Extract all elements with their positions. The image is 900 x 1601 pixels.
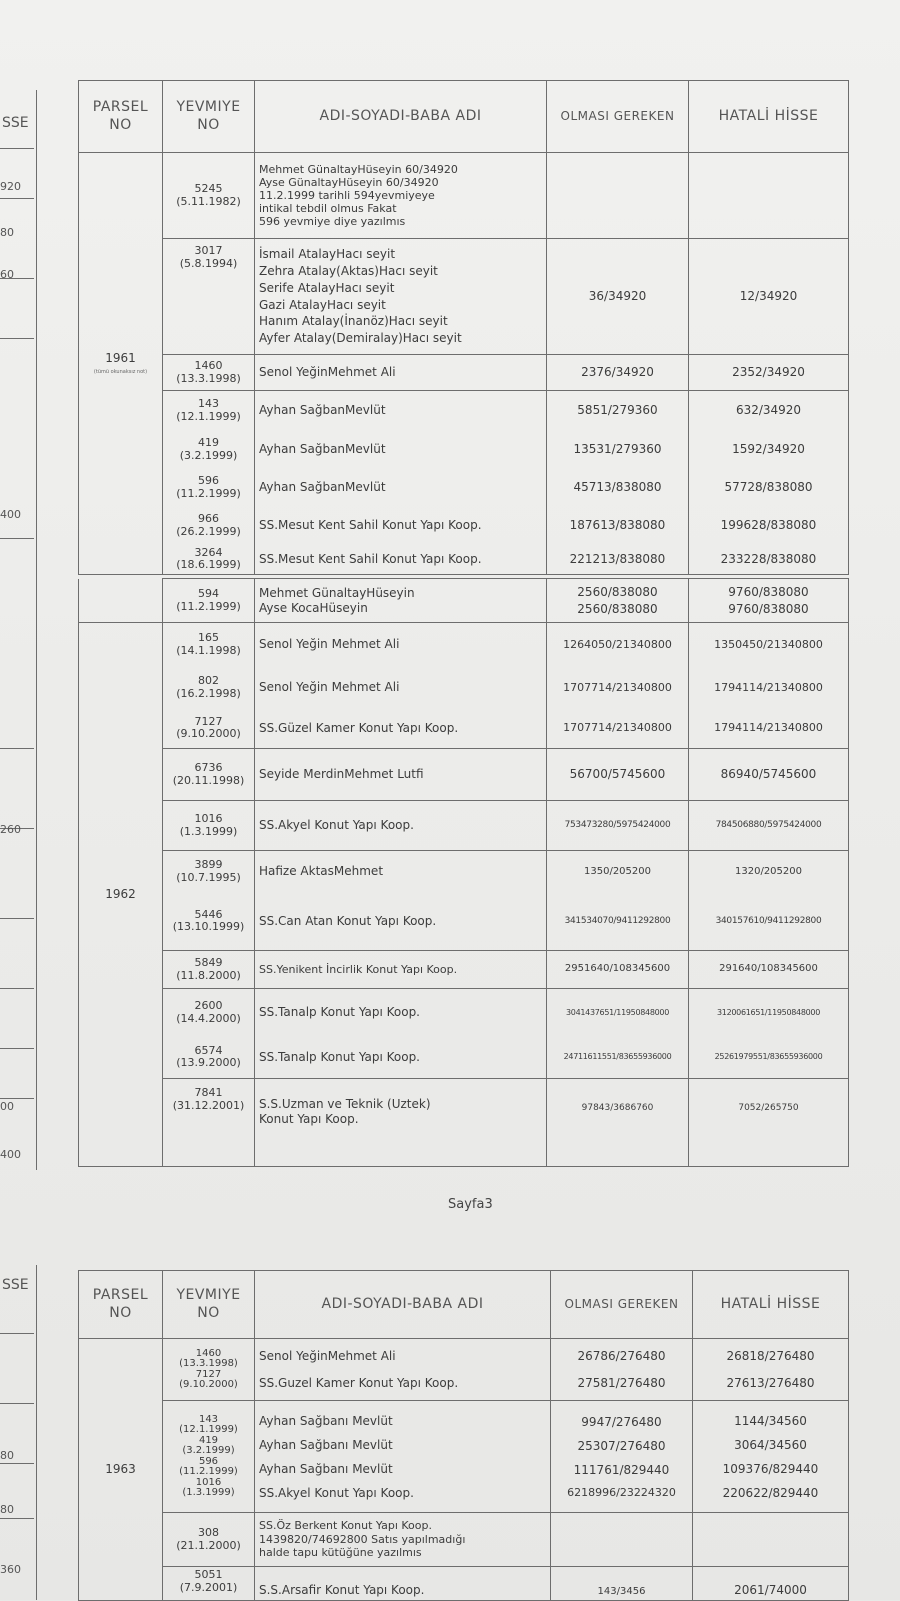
hatali-hisse-cell [693, 1339, 849, 1401]
yevmiye-number: 143 [198, 397, 219, 411]
olmasi-gereken-cell: 187613/838080 [547, 507, 689, 545]
table-row [79, 391, 849, 431]
yevmiye-number: 3899 [194, 858, 223, 872]
hatali-hisse-cell: 2352/34920 [689, 355, 849, 391]
strip-value: 80 [0, 1449, 14, 1462]
name-cell: Ayhan SağbanMevlüt [255, 431, 547, 469]
hatali-hisse-cell: 12/34920 [689, 239, 849, 355]
yevmiye-date: (13.10.1999) [172, 920, 245, 934]
strip-value: 400 [0, 508, 21, 521]
hatali-hisse-cell: 233228/838080 [689, 545, 849, 575]
yevmiye-cell [163, 1079, 255, 1167]
yevmiye-number: 7841 [194, 1086, 223, 1099]
yevmiye-number: 5849 [194, 955, 223, 969]
parsel-cell [79, 153, 163, 575]
yevmiye-date: (26.2.1999) [176, 524, 241, 538]
yevmiye-date: (3.2.1999) [182, 1445, 235, 1456]
name-line: S.S.Uzman ve Teknik (Uztek) [259, 1097, 431, 1111]
value-line: 3064/34560 [734, 1437, 807, 1452]
name-line: Mehmet GünaltayHüseyin 60/34920 [259, 162, 458, 176]
yevmiye-cell [163, 623, 255, 667]
name-cell: Ayhan SağbanMevlüt [255, 391, 547, 431]
col-header-olmasi-gereken: OLMASI GEREKEN [551, 1271, 693, 1339]
table-row [79, 623, 849, 667]
value-line: 1144/34560 [734, 1413, 807, 1428]
yevmiye-date: (20.11.1998) [172, 773, 245, 787]
yevmiye-date: (5.8.1994) [179, 256, 238, 270]
share-correction-table-1 [78, 80, 849, 575]
name-line: Ayse KocaHüseyin [259, 600, 368, 615]
yevmiye-cell [163, 851, 255, 893]
name-line: Gazi AtalayHacı seyit [259, 297, 386, 312]
yevmiye-cell [163, 1513, 255, 1567]
olmasi-gereken-cell [551, 1513, 693, 1567]
olmasi-gereken-cell [547, 153, 689, 239]
yevmiye-number: 596 [198, 473, 219, 487]
name-line: Ayse GünaltayHüseyin 60/34920 [259, 175, 439, 189]
parsel-cell [79, 623, 163, 1167]
col-header-name: ADI-SOYADI-BABA ADI [255, 1271, 551, 1339]
yevmiye-date: (13.3.1998) [176, 371, 241, 385]
value-line: 25307/276480 [577, 1438, 666, 1453]
yevmiye-number: 3264 [194, 545, 223, 559]
olmasi-gereken-cell: 5851/279360 [547, 391, 689, 431]
hatali-hisse-cell: 25261979551/83655936000 [689, 1037, 849, 1079]
name-cell [255, 579, 547, 623]
table-row [79, 1079, 849, 1167]
value-line: 26786/276480 [577, 1349, 666, 1364]
hatali-hisse-cell: 340157610/9411292800 [689, 893, 849, 951]
name-line: Ayhan Sağbanı Mevlüt [259, 1437, 393, 1452]
name-cell [255, 1401, 551, 1513]
table-row [79, 951, 849, 989]
strip-value: 360 [0, 1563, 21, 1576]
olmasi-gereken-cell [551, 1401, 693, 1513]
yevmiye-date: (31.12.2001) [172, 1098, 245, 1112]
olmasi-gereken-cell: 1350/205200 [547, 851, 689, 893]
table-row [79, 545, 849, 575]
olmasi-gereken-cell: 2376/34920 [547, 355, 689, 391]
name-cell [255, 1513, 551, 1567]
table-row [79, 1567, 849, 1601]
yevmiye-date: (7.9.2001) [179, 1580, 238, 1594]
name-cell: SS.Güzel Kamer Konut Yapı Koop. [255, 709, 547, 749]
yevmiye-number: 6736 [194, 760, 223, 774]
yevmiye-date: (14.1.1998) [176, 643, 241, 657]
hatali-hisse-cell [693, 1401, 849, 1513]
yevmiye-number: 7127 [194, 714, 223, 728]
yevmiye-number: 5446 [194, 907, 223, 921]
yevmiye-date: (18.6.1999) [176, 558, 241, 572]
strip-value: 80 [0, 226, 14, 239]
olmasi-gereken-cell: 2560/838080 2560/838080 [547, 579, 689, 623]
name-cell: SS.Yenikent İncirlik Konut Yapı Koop. [255, 951, 547, 989]
table-row [79, 153, 849, 239]
name-cell: Senol Yeğin Mehmet Ali [255, 623, 547, 667]
yevmiye-number: 7127 [195, 1368, 222, 1380]
page-number-footer: Sayfa3 [448, 1197, 493, 1212]
yevmiye-number: 802 [198, 673, 219, 687]
yevmiye-cell [163, 893, 255, 951]
olmasi-gereken-cell [551, 1339, 693, 1401]
olmasi-gereken-cell: 753473280/5975424000 [547, 801, 689, 851]
yevmiye-cell [163, 545, 255, 575]
yevmiye-cell [163, 1037, 255, 1079]
name-line: Ayhan Sağbanı Mevlüt [259, 1461, 393, 1476]
name-line: 11.2.1999 tarihli 594yevmiyeye [259, 188, 435, 202]
yevmiye-date: (9.10.2000) [176, 727, 241, 741]
olmasi-gereken-cell: 2951640/108345600 [547, 951, 689, 989]
table-row [79, 667, 849, 709]
parsel-cell [79, 1339, 163, 1601]
hatali-hisse-cell: 1794114/21340800 [689, 667, 849, 709]
strip-value: 260 [0, 823, 21, 836]
parsel-note: (tümü okunaksız not) [93, 369, 148, 376]
name-line: 596 yevmiye diye yazılmıs [259, 215, 406, 229]
name-cell: SS.Mesut Kent Sahil Konut Yapı Koop. [255, 545, 547, 575]
yevmiye-date: (9.10.2000) [179, 1379, 238, 1390]
col-header-olmasi-gereken: OLMASI GEREKEN [547, 81, 689, 153]
strip-header: SSE [2, 1277, 29, 1293]
name-cell [255, 1339, 551, 1401]
hatali-hisse-cell [689, 153, 849, 239]
col-header-hatali-hisse: HATALİ HİSSE [689, 81, 849, 153]
olmasi-gereken-cell: 13531/279360 [547, 431, 689, 469]
yevmiye-date: (13.3.1998) [179, 1358, 238, 1369]
name-line: halde tapu kütüğüne yazılmıs [259, 1546, 422, 1560]
table-row [79, 507, 849, 545]
yevmiye-cell [163, 579, 255, 623]
yevmiye-number: 2600 [194, 999, 223, 1013]
name-line: Zehra Atalay(Aktas)Hacı seyit [259, 263, 438, 278]
value-line: 111761/829440 [573, 1462, 670, 1477]
table-row [79, 989, 849, 1037]
yevmiye-number: 3017 [194, 244, 223, 257]
yevmiye-date: (12.1.1999) [179, 1424, 238, 1435]
strip-value: 00 [0, 1100, 14, 1113]
hatali-hisse-cell: 7052/265750 [689, 1079, 849, 1167]
yevmiye-cell [163, 1401, 255, 1513]
value-line: 9947/276480 [581, 1414, 662, 1429]
hatali-hisse-cell: 57728/838080 [689, 469, 849, 507]
table-row [79, 893, 849, 951]
table-row [79, 355, 849, 391]
table-row [79, 431, 849, 469]
yevmiye-date: (5.11.1982) [176, 194, 241, 208]
share-correction-table-2 [78, 1270, 849, 1601]
yevmiye-cell [163, 667, 255, 709]
table-row [79, 1339, 849, 1401]
yevmiye-date: (21.1.2000) [176, 1538, 241, 1552]
name-cell: SS.Can Atan Konut Yapı Koop. [255, 893, 547, 951]
hatali-hisse-cell: 3120061651/11950848000 [689, 989, 849, 1037]
yevmiye-cell [163, 431, 255, 469]
yevmiye-date: (11.2.1999) [179, 1466, 238, 1477]
strip-value: 400 [0, 1148, 21, 1161]
hatali-hisse-cell: 632/34920 [689, 391, 849, 431]
col-header-parsel: PARSEL NO [79, 81, 163, 153]
yevmiye-number: 596 [198, 1455, 219, 1467]
table-row [79, 801, 849, 851]
table-row [79, 1513, 849, 1567]
yevmiye-date: (1.3.1999) [179, 824, 238, 838]
yevmiye-number: 966 [198, 511, 219, 525]
name-cell: SS.Mesut Kent Sahil Konut Yapı Koop. [255, 507, 547, 545]
name-line: Hanım Atalay(İnanöz)Hacı seyit [259, 314, 448, 329]
hatali-hisse-cell: 1794114/21340800 [689, 709, 849, 749]
yevmiye-number: 419 [198, 1434, 219, 1446]
hatali-hisse-cell: 86940/5745600 [689, 749, 849, 801]
parsel-number: 1962 [105, 887, 136, 901]
hatali-hisse-cell: 784506880/5975424000 [689, 801, 849, 851]
name-line: Serife AtalayHacı seyit [259, 280, 395, 295]
yevmiye-number: 1460 [195, 1347, 222, 1359]
value-line: 26818/276480 [726, 1349, 815, 1364]
name-cell: SS.Tanalp Konut Yapı Koop. [255, 1037, 547, 1079]
yevmiye-date: (12.1.1999) [176, 409, 241, 423]
parsel-number: 1963 [105, 1462, 136, 1476]
yevmiye-number: 419 [198, 435, 219, 449]
col-header-yevmiye: YEVMIYE NO [163, 1271, 255, 1339]
table-row [79, 1401, 849, 1513]
col-header-parsel: PARSEL NO [79, 1271, 163, 1339]
table-row [79, 1037, 849, 1079]
yevmiye-cell [163, 1339, 255, 1401]
yevmiye-cell [163, 153, 255, 239]
olmasi-gereken-cell: 1707714/21340800 [547, 667, 689, 709]
yevmiye-cell [163, 469, 255, 507]
value-line: 27581/276480 [577, 1375, 666, 1390]
table-header-row [79, 1271, 849, 1339]
strip-value: 60 [0, 268, 14, 281]
col-header-hatali-hisse: HATALİ HİSSE [693, 1271, 849, 1339]
value-line: 27613/276480 [726, 1375, 815, 1390]
table-row [79, 579, 849, 623]
name-line: intikal tebdil olmus Fakat [259, 202, 397, 216]
parsel-number: 1961 [105, 351, 136, 366]
name-line: Ayfer Atalay(Demiralay)Hacı seyit [259, 331, 462, 346]
yevmiye-cell [163, 801, 255, 851]
olmasi-gereken-cell: 56700/5745600 [547, 749, 689, 801]
table-header-row [79, 81, 849, 153]
adjacent-page-strip-bottom [0, 1265, 37, 1600]
name-cell: Ayhan SağbanMevlüt [255, 469, 547, 507]
yevmiye-date: (14.4.2000) [176, 1011, 241, 1025]
name-cell: SS.Akyel Konut Yapı Koop. [255, 801, 547, 851]
olmasi-gereken-cell: 24711611551/83655936000 [547, 1037, 689, 1079]
olmasi-gereken-cell: 1707714/21340800 [547, 709, 689, 749]
yevmiye-number: 308 [198, 1525, 219, 1539]
name-cell [255, 239, 547, 355]
yevmiye-date: (11.2.1999) [176, 486, 241, 500]
yevmiye-number: 1016 [194, 811, 223, 825]
name-cell [255, 153, 547, 239]
hatali-hisse-cell [693, 1513, 849, 1567]
olmasi-gereken-cell: 36/34920 [547, 239, 689, 355]
olmasi-gereken-cell: 221213/838080 [547, 545, 689, 575]
col-header-name: ADI-SOYADI-BABA ADI [255, 81, 547, 153]
yevmiye-date: (16.2.1998) [176, 686, 241, 700]
name-line: SS.Guzel Kamer Konut Yapı Koop. [259, 1375, 459, 1390]
yevmiye-number: 143 [198, 1413, 219, 1425]
yevmiye-cell [163, 507, 255, 545]
yevmiye-date: (13.9.2000) [176, 1056, 241, 1070]
name-cell: S.S.Arsafir Konut Yapı Koop. [255, 1567, 551, 1601]
name-cell: Seyide MerdinMehmet Lutfi [255, 749, 547, 801]
yevmiye-number: 594 [198, 586, 219, 600]
table-row [79, 851, 849, 893]
yevmiye-date: (10.7.1995) [176, 870, 241, 884]
table-row [79, 749, 849, 801]
olmasi-gereken-cell: 45713/838080 [547, 469, 689, 507]
name-line: Ayhan Sağbanı Mevlüt [259, 1413, 393, 1428]
yevmiye-number: 5245 [194, 181, 223, 195]
name-cell: Senol YeğinMehmet Ali [255, 355, 547, 391]
hatali-hisse-cell: 9760/838080 9760/838080 [689, 579, 849, 623]
yevmiye-number: 5051 [194, 1568, 223, 1581]
yevmiye-cell [163, 749, 255, 801]
name-line: Mehmet GünaltayHüseyin [259, 585, 415, 600]
hatali-hisse-cell: 291640/108345600 [689, 951, 849, 989]
name-cell: SS.Tanalp Konut Yapı Koop. [255, 989, 547, 1037]
yevmiye-cell [163, 1567, 255, 1601]
parsel-cell-empty [79, 579, 163, 623]
hatali-hisse-cell: 1592/34920 [689, 431, 849, 469]
yevmiye-cell [163, 391, 255, 431]
adjacent-page-strip-top [0, 90, 37, 1170]
olmasi-gereken-cell: 97843/3686760 [547, 1079, 689, 1167]
table-row [79, 239, 849, 355]
hatali-hisse-cell: 1350450/21340800 [689, 623, 849, 667]
strip-header: SSE [2, 115, 29, 131]
olmasi-gereken-cell: 143/3456 [551, 1567, 693, 1601]
strip-value: 80 [0, 1503, 14, 1516]
name-line: Konut Yapı Koop. [259, 1112, 359, 1126]
hatali-hisse-cell: 1320/205200 [689, 851, 849, 893]
yevmiye-date: (1.3.1999) [182, 1487, 235, 1498]
strip-value: 920 [0, 180, 21, 193]
hatali-hisse-cell: 199628/838080 [689, 507, 849, 545]
name-cell: Senol Yeğin Mehmet Ali [255, 667, 547, 709]
share-correction-table-1-continued [78, 578, 849, 1167]
olmasi-gereken-cell: 341534070/9411292800 [547, 893, 689, 951]
yevmiye-cell [163, 951, 255, 989]
yevmiye-date: (11.2.1999) [176, 599, 241, 613]
yevmiye-cell [163, 239, 255, 355]
value-line: 109376/829440 [722, 1461, 819, 1476]
yevmiye-number: 165 [198, 631, 219, 645]
value-line: 220622/829440 [722, 1485, 819, 1500]
yevmiye-cell [163, 709, 255, 749]
name-cell [255, 1079, 547, 1167]
col-header-yevmiye: YEVMIYE NO [163, 81, 255, 153]
value-line: 6218996/23224320 [567, 1485, 676, 1499]
yevmiye-number: 1460 [194, 358, 223, 372]
hatali-hisse-cell: 2061/74000 [693, 1567, 849, 1601]
name-line: Senol YeğinMehmet Ali [259, 1349, 396, 1364]
name-line: İsmail AtalayHacı seyit [259, 247, 396, 262]
name-line: 1439820/74692800 Satıs yapılmadığı [259, 1532, 466, 1546]
name-line: SS.Öz Berkent Konut Yapı Koop. [259, 1518, 432, 1532]
yevmiye-date: (11.8.2000) [176, 968, 241, 982]
yevmiye-date: (3.2.1999) [179, 448, 238, 462]
table-row [79, 469, 849, 507]
yevmiye-number: 1016 [195, 1476, 222, 1488]
table-row [79, 709, 849, 749]
yevmiye-number: 6574 [194, 1043, 223, 1057]
olmasi-gereken-cell: 3041437651/11950848000 [547, 989, 689, 1037]
olmasi-gereken-cell: 1264050/21340800 [547, 623, 689, 667]
name-line: SS.Akyel Konut Yapı Koop. [259, 1485, 414, 1500]
yevmiye-cell [163, 989, 255, 1037]
yevmiye-cell [163, 355, 255, 391]
name-cell: Hafize AktasMehmet [255, 851, 547, 893]
